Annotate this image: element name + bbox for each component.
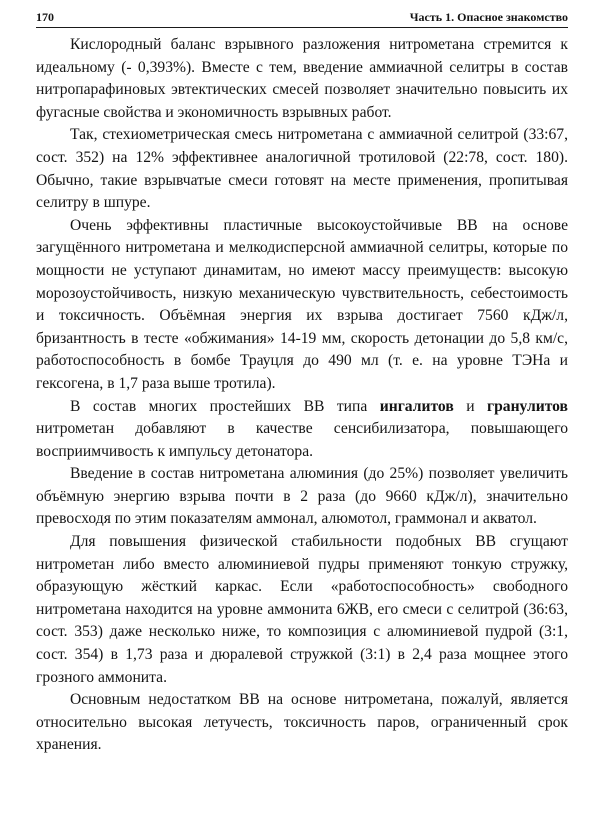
paragraph: Так, стехиометрическая смесь нитрометана с аммиачной селитрой (33:67, сост. 352) на 12% эффективнее аналогичной тротиловой (22:78, сост. 180). Обычно, такие взрывчатые смеси готовят на месте применения, пропитывая селитру в шпуре. (36, 126, 568, 212)
paragraph (36, 396, 568, 464)
paragraph: Основным недостатком ВВ на основе нитрометана, пожалуй, является относительно высокая летучесть, токсичность паров, ограниченный срок хранения. (36, 691, 568, 754)
paragraph: Кислородный баланс взрывного разложения нитрометана стремится к идеальному (- 0,393%). Вместе с тем, введение аммиачной селитры в состав нитропарафиновых эвтектических смесей позволяет значительно повысить их фугасные свойства и экономичность взрывных работ. (36, 36, 568, 121)
paragraph-text: нитрометан добавляют в качестве сенсибилизатора, повышающего восприимчивость к импульсу детонатора. (36, 420, 568, 460)
book-page (36, 10, 568, 757)
bold-term-granulity: гранулитов (487, 397, 568, 415)
running-header (36, 10, 568, 28)
bold-term-ingality: ингалитов (379, 397, 454, 415)
paragraph-text: В состав многих простейших ВВ типа (70, 397, 380, 415)
paragraph-text: и (453, 397, 488, 415)
chapter-title: Часть 1. Опасное знакомство (409, 10, 568, 24)
paragraph: Введение в состав нитрометана алюминия (до 25%) позволяет увеличить объёмную энергию взрыва почти в 2 раза (до 9660 кДж/л), значительно превосходя по этим показателям аммонал, алюмотол, граммонал и акватол. (36, 465, 568, 528)
paragraph: Для повышения физической стабильности подобных ВВ сгущают нитрометан либо вместо алюминиевой пудры применяют тонкую стружку, образующую жёсткий каркас. Если «работоспособность» свободного нитрометана находится на уровне аммонита 6ЖВ, его смеси с селитрой (36:63, сост. 353) даже несколько ниже, то композиция с алюминиевой пудрой (3:1, сост. 354) в 1,73 раза и дюралевой стружкой (3:1) в 2,4 раза мощнее этого грозного аммонита. (36, 533, 568, 686)
paragraph: Очень эффективны пластичные высокоустойчивые ВВ на основе загущённого нитрометана и мелкодисперсной аммиачной селитры, которые по мощности не уступают динамитам, но имеют массу преимуществ: высокую морозоустойчивость, низкую механическую чувствительность, себестоимость и токсичность. Объёмная энергия их взрыва достигает 7560 кДж/л, бризантность в тесте «обжимания» 14-19 мм, скорость детонации до 5,8 км/с, работоспособность в бомбе Трауцля до 490 мл (т. е. на уровне ТЭНа и гексогена, в 1,7 раза выше тротила). (36, 216, 568, 392)
page-number: 170 (36, 10, 54, 24)
body-text (36, 34, 568, 757)
